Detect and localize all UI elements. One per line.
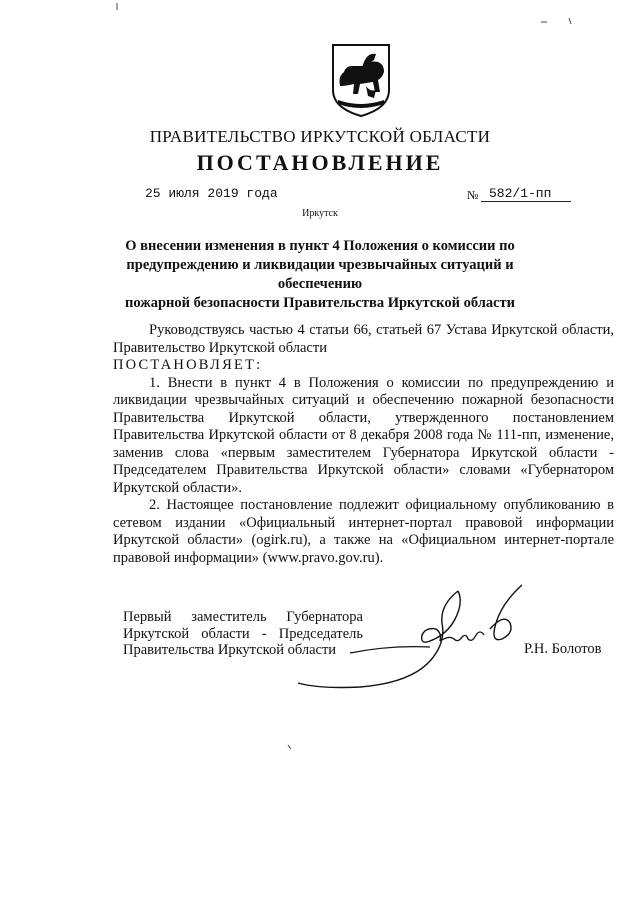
preamble-paragraph: Руководствуясь частью 4 статьи 66, статьей 67 Устава Иркутской области, Правительство Иркутской области (113, 322, 614, 356)
title-line: О внесении изменения в пункт 4 Положения о комиссии по (125, 238, 515, 254)
number-label: № (467, 188, 479, 202)
item-2-paragraph: 2. Настоящее постановление подлежит официальному опубликованию в сетевом издании «Официальный интернет-портал правовой информации Иркутской области» (ogirk.ru), а также на «Официальном интернет-портале правовой информации» (www.pravo.gov.ru). (113, 497, 614, 566)
position-line: Правительства Иркутской области (123, 642, 337, 658)
position-line: Иркутской области - Председатель (123, 625, 363, 642)
signer-name: Р.Н. Болотов (524, 641, 602, 657)
document-number: 582/1-пп (481, 186, 571, 202)
document-type: ПОСТАНОВЛЕНИЕ (196, 150, 444, 175)
title-line: пожарной безопасности Правительства Иркутской области (124, 295, 516, 311)
handwritten-signature (290, 583, 540, 693)
item-1-paragraph: 1. Внести в пункт 4 в Положения о комиссии по предупреждению и ликвидации чрезвычайных ситуаций и обеспечению пожарной безопасности Правительства Иркутской области, утвержденного постановлением Правительства Иркутской области от 8 декабря 2008 года № 111-пп, изменение, заменив слова «первым заместителем Губернатора Иркутской области - Председателем Правительства Иркутской области» словами «Губернатором Иркутской области». (113, 374, 614, 496)
document-title (108, 237, 532, 313)
document-body (113, 322, 614, 567)
position-line: Первый заместитель Губернатора (123, 609, 363, 625)
coat-of-arms-icon (330, 42, 392, 118)
resolves-heading: ПОСТАНОВЛЯЕТ: (113, 357, 263, 373)
document-date: 25 июля 2019 года (145, 186, 278, 201)
city-name: Иркутск (302, 208, 338, 219)
title-line: предупреждению и ликвидации чрезвычайных ситуаций и обеспечению (126, 257, 514, 292)
organization-name: ПРАВИТЕЛЬСТВО ИРКУТСКОЙ ОБЛАСТИ (149, 127, 491, 146)
